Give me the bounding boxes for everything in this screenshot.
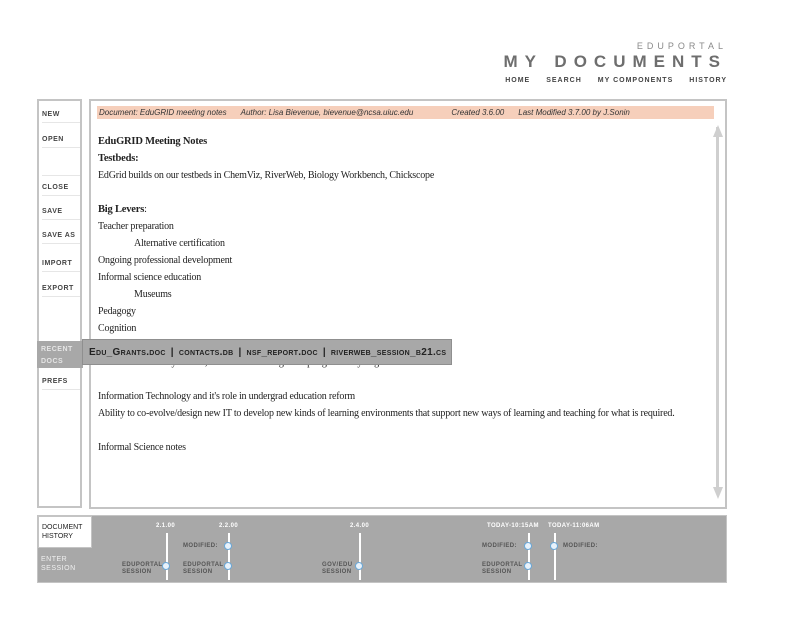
session-label: EDUPORTAL SESSION bbox=[482, 562, 523, 575]
line-coevolve: Ability to co-evolve/design new IT to develop new kinds of learning environments that support new ways of learning and teaching for what is required. bbox=[98, 408, 675, 419]
menu-prefs[interactable]: PREFS bbox=[42, 378, 80, 390]
line-cognition: Cognition bbox=[98, 323, 137, 334]
session-dot[interactable] bbox=[524, 562, 532, 570]
menu-import[interactable]: IMPORT bbox=[42, 260, 80, 272]
recent-docs-bar: Edu_Grants.doc | contacts.db | nsf_report.doc | riverweb_session_b21.cs bbox=[82, 339, 452, 365]
session-dot[interactable] bbox=[224, 562, 232, 570]
session-label: GOV/EDU SESSION bbox=[322, 562, 353, 575]
modified-label: MODIFIED: bbox=[183, 543, 218, 549]
nav-my-components[interactable]: MY COMPONENTS bbox=[597, 77, 674, 84]
recent-doc-item[interactable]: contacts.db bbox=[178, 346, 234, 358]
meta-author: Author: Lisa Bievenue, bievenue@ncsa.uiuc.edu bbox=[240, 108, 414, 117]
line-informal-notes: Informal Science notes bbox=[98, 442, 186, 453]
file-menu bbox=[37, 99, 82, 508]
page-title: MY DOCUMENTS bbox=[503, 52, 727, 71]
session-dot[interactable] bbox=[162, 562, 170, 570]
modified-label: MODIFIED: bbox=[482, 543, 517, 549]
document-body[interactable] bbox=[98, 133, 698, 456]
modified-dot[interactable] bbox=[550, 542, 558, 550]
brand-label: EDUPORTAL bbox=[636, 41, 727, 51]
session-dot[interactable] bbox=[355, 562, 363, 570]
menu-save[interactable]: SAVE bbox=[42, 208, 80, 220]
menu-close[interactable]: CLOSE bbox=[42, 184, 80, 196]
nav-history[interactable]: HISTORY bbox=[689, 77, 727, 84]
modified-dot[interactable] bbox=[224, 542, 232, 550]
modified-dot[interactable] bbox=[524, 542, 532, 550]
session-label: EDUPORTAL SESSION bbox=[183, 562, 224, 575]
menu-spacer bbox=[42, 161, 80, 176]
line-infotech: Information Technology and it's role in undergrad education reform bbox=[98, 391, 355, 402]
meta-created: Created 3.6.00 bbox=[451, 108, 505, 117]
document-panel bbox=[89, 99, 727, 509]
timeline-marker bbox=[166, 533, 168, 580]
scrollbar[interactable] bbox=[716, 127, 719, 494]
menu-new[interactable]: NEW bbox=[42, 111, 80, 123]
timeline-marker bbox=[554, 533, 556, 580]
timeline-marker bbox=[228, 533, 230, 580]
nav-search[interactable]: SEARCH bbox=[546, 77, 582, 84]
meta-modified: Last Modified 3.7.00 by J.Sonin bbox=[518, 108, 630, 117]
session-label: EDUPORTAL SESSION bbox=[122, 562, 163, 575]
menu-open[interactable]: OPEN bbox=[42, 136, 80, 148]
version-label: TODAY-10:15AM bbox=[487, 523, 539, 529]
line-museums: Museums bbox=[134, 289, 172, 300]
meta-document: Document: EduGRID meeting notes bbox=[99, 108, 227, 117]
top-nav bbox=[489, 77, 727, 84]
version-label: 2.4.00 bbox=[350, 523, 370, 529]
line-ongoing: Ongoing professional development bbox=[98, 255, 233, 266]
menu-save-as[interactable]: SAVE AS bbox=[42, 232, 80, 244]
version-label: TODAY-11:06AM bbox=[548, 523, 600, 529]
recent-doc-item[interactable]: nsf_report.doc bbox=[246, 346, 318, 358]
modified-label: MODIFIED: bbox=[563, 543, 598, 549]
levers-line: Big Levers: bbox=[98, 204, 147, 215]
timeline-marker bbox=[359, 533, 361, 580]
testbeds-label: Testbeds: bbox=[98, 153, 139, 164]
line-informal: Informal science education bbox=[98, 272, 202, 283]
line-alt-cert: Alternative certification bbox=[134, 238, 225, 249]
tab-enter-session[interactable]: ENTER SESSION bbox=[41, 556, 76, 572]
testbeds-text: EdGrid builds on our testbeds in ChemViz, RiverWeb, Biology Workbench, Chickscope bbox=[98, 170, 435, 181]
line-teacher-prep: Teacher preparation bbox=[98, 221, 174, 232]
scroll-down-arrow-icon[interactable] bbox=[713, 487, 723, 499]
recent-label-line2: DOCS bbox=[41, 358, 64, 365]
recent-doc-item[interactable]: riverweb_session_b21.cs bbox=[330, 346, 447, 358]
document-meta-bar bbox=[97, 106, 714, 119]
tab-document-history[interactable]: DOCUMENT HISTORY bbox=[38, 516, 92, 548]
recent-doc-item[interactable]: Edu_Grants.doc bbox=[89, 346, 166, 358]
version-label: 2.1.00 bbox=[156, 523, 176, 529]
line-pedagogy: Pedagogy bbox=[98, 306, 136, 317]
timeline-marker bbox=[528, 533, 530, 580]
recent-label-line1: RECENT bbox=[41, 346, 73, 353]
version-label: 2.2.00 bbox=[219, 523, 239, 529]
document-history-panel bbox=[37, 515, 727, 583]
scroll-up-arrow-icon[interactable] bbox=[713, 125, 723, 137]
document-heading: EduGRID Meeting Notes bbox=[98, 136, 207, 147]
menu-export[interactable]: EXPORT bbox=[42, 285, 80, 297]
nav-home[interactable]: HOME bbox=[505, 77, 531, 84]
levers-label: Big Levers bbox=[98, 204, 145, 215]
menu-recent-docs[interactable] bbox=[37, 341, 83, 368]
